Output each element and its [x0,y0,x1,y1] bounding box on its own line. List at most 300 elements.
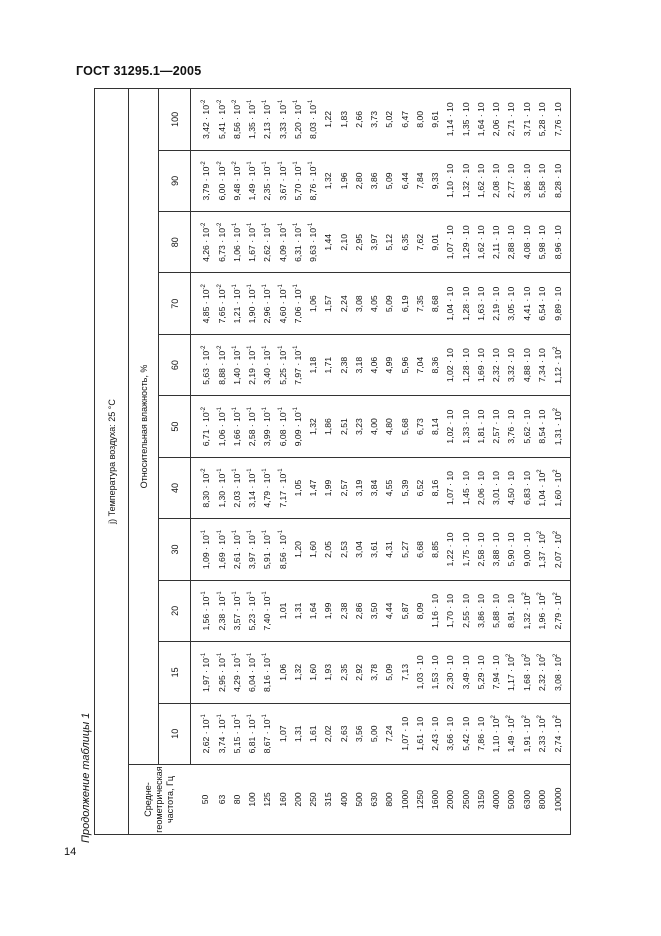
value-mantissa: 7,94 · 10 [491,655,502,690]
value-cell [534,642,549,703]
value-cell [550,703,571,764]
value-exponent: 2 [552,715,559,719]
value-cell [336,580,351,641]
value-mantissa: 1,05 [292,479,303,497]
value-cell [351,334,366,395]
frequency-cell: 10000 [550,765,571,835]
value-cell [489,396,504,457]
value-cell [321,457,336,518]
humidity-header: Относительная влажность, % [129,89,159,765]
value-cell [412,457,427,518]
value-cell [397,89,412,151]
value-mantissa: 3,57 · 10 [231,596,242,631]
value-mantissa: 3,76 · 10 [506,409,517,444]
value-exponent: -1 [231,284,238,290]
value-cell [489,642,504,703]
value-cell [229,212,244,273]
value-cell [534,396,549,457]
value-cell [382,580,397,641]
value-mantissa: 7,34 · 10 [536,348,547,383]
table-row [367,89,382,835]
value-mantissa: 2,95 [353,233,364,251]
value-cell [367,580,382,641]
value-mantissa: 1,70 · 10 [445,593,456,628]
value-mantissa: 8,16 · 10 [262,658,273,692]
value-cell [214,457,229,518]
value-cell [321,89,336,151]
value-cell [245,334,260,395]
value-exponent: -2 [216,222,223,228]
value-cell [443,334,458,395]
value-cell [534,457,549,518]
value-cell [245,519,260,580]
value-mantissa: 1,64 [308,602,319,620]
value-cell [504,212,519,273]
value-cell [306,519,321,580]
value-mantissa: 1,69 · 10 [216,535,227,570]
value-cell [306,642,321,703]
value-cell [382,273,397,334]
value-cell [321,396,336,457]
value-cell [473,519,488,580]
value-cell [443,89,458,151]
value-mantissa: 5,09 [384,295,395,313]
value-cell [534,703,549,764]
value-mantissa: 5,98 · 10 [536,225,547,260]
value-mantissa: 1,06 [277,663,288,681]
value-exponent: 2 [506,653,513,658]
value-cell [351,703,366,764]
value-mantissa: 2,57 [338,479,349,497]
frequency-cell: 5000 [504,765,519,835]
value-mantissa: 2,06 · 10 [475,471,486,505]
value-mantissa: 5,00 [369,725,380,743]
value-cell [275,150,290,211]
value-cell [351,457,366,518]
value-mantissa: 6,68 [414,541,425,558]
value-cell [550,457,571,518]
value-cell [351,89,366,151]
value-mantissa: 1,57 [323,295,334,313]
value-mantissa: 6,35 [399,233,410,251]
table-row [443,89,458,835]
table-row [260,89,275,835]
value-cell [412,212,427,273]
table-caption: Продолжение таблицы 1 [80,712,92,843]
value-exponent: -1 [231,714,238,720]
value-cell [473,212,488,273]
value-exponent: -1 [292,406,299,413]
value-mantissa: 2,06 · 10 [491,102,502,137]
value-mantissa: 7,24 [384,725,395,743]
frequency-cell: 315 [321,765,336,835]
value-mantissa: 8,76 · 10 [308,166,319,201]
value-mantissa: 3,86 · 10 [475,593,486,628]
value-cell [504,89,519,151]
value-exponent: 2 [521,715,528,719]
value-cell [336,89,351,151]
value-cell [290,457,305,518]
value-mantissa: 1,32 [308,418,319,435]
value-mantissa: 4,08 · 10 [521,225,532,260]
value-cell [351,396,366,457]
value-mantissa: 3,50 [369,602,380,620]
value-mantissa: 1,32 [292,663,303,681]
value-exponent: -1 [231,406,238,413]
value-cell [504,396,519,457]
value-exponent: -2 [216,284,223,290]
value-exponent: -1 [200,714,207,720]
value-mantissa: 6,73 · 10 [216,228,227,262]
value-mantissa: 5,88 · 10 [491,593,502,628]
table-row [321,89,336,835]
value-mantissa: 2,92 [353,663,364,681]
value-mantissa: 2,38 · 10 [216,596,227,631]
value-mantissa: 1,17 · 10 [506,657,517,691]
value-mantissa: 3,56 [353,725,364,743]
frequency-cell: 8000 [534,765,549,835]
value-exponent: -1 [292,161,299,167]
frequency-cell: 500 [351,765,366,835]
value-mantissa: 2,95 · 10 [216,658,227,692]
value-cell [443,150,458,211]
value-cell [473,580,488,641]
value-cell [275,334,290,395]
value-cell [443,580,458,641]
value-mantissa: 5,70 · 10 [292,166,303,201]
value-mantissa: 1,44 [323,233,334,251]
value-mantissa: 5,91 · 10 [262,535,273,570]
value-mantissa: 7,40 · 10 [262,596,273,631]
value-mantissa: 3,97 · 10 [247,535,258,570]
value-cell [336,396,351,457]
value-cell [306,334,321,395]
value-mantissa: 2,35 [338,663,349,681]
value-mantissa: 1,60 [308,541,319,558]
value-cell [519,396,534,457]
value-cell [382,89,397,151]
table-row [351,89,366,835]
value-mantissa: 1,07 · 10 [399,716,410,751]
value-mantissa: 8,14 [430,418,441,435]
table-row [245,89,260,835]
value-exponent: 2 [536,469,543,473]
value-mantissa: 3,08 · 10 [552,657,563,691]
value-exponent: -1 [231,591,238,597]
value-mantissa: 1,63 · 10 [475,286,486,321]
value-mantissa: 6,08 · 10 [277,412,288,447]
value-mantissa: 3,05 · 10 [506,286,517,321]
value-mantissa: 1,01 [277,602,288,620]
value-cell [519,150,534,211]
value-cell [504,703,519,764]
value-mantissa: 2,66 [353,110,364,128]
value-mantissa: 8,85 [430,541,441,558]
value-cell [336,457,351,518]
value-cell [290,642,305,703]
humidity-column-header: 80 [159,212,191,273]
value-mantissa: 1,75 · 10 [460,532,471,567]
value-cell [489,334,504,395]
value-mantissa: 8,67 · 10 [262,719,273,754]
value-cell [443,457,458,518]
value-cell [458,212,473,273]
value-cell [428,580,443,641]
value-cell [367,457,382,518]
value-mantissa: 1,56 · 10 [200,596,211,631]
value-cell [489,273,504,334]
value-cell [336,519,351,580]
value-exponent: -1 [247,345,254,351]
value-cell [306,396,321,457]
table-row [275,89,290,835]
value-cell [504,150,519,211]
value-exponent: -1 [292,222,299,228]
value-exponent: 2 [536,653,543,658]
value-cell [214,703,229,764]
value-mantissa: 2,55 · 10 [460,593,471,628]
table-row [489,89,504,835]
value-mantissa: 4,06 [369,356,380,374]
value-mantissa: 2,77 · 10 [506,163,517,198]
value-cell [321,150,336,211]
value-cell [275,273,290,334]
value-exponent: -1 [247,99,254,106]
value-cell [229,334,244,395]
value-mantissa: 2,24 [338,295,349,313]
value-mantissa: 1,49 · 10 [247,166,258,201]
value-mantissa: 7,97 · 10 [292,350,303,385]
value-cell [229,642,244,703]
value-mantissa: 1,10 · 10 [445,163,456,198]
value-mantissa: 3,86 · 10 [521,163,532,198]
value-mantissa: 6,81 · 10 [247,719,258,754]
value-cell [397,519,412,580]
value-mantissa: 3,01 · 10 [491,471,502,505]
value-cell [336,212,351,273]
value-cell [397,703,412,764]
value-exponent: 2 [506,715,513,719]
table-condition: j) Температура воздуха: 25 °С [95,89,129,835]
value-mantissa: 1,28 · 10 [460,348,471,383]
frequency-cell: 2500 [458,765,473,835]
value-mantissa: 1,67 · 10 [247,228,258,262]
value-cell [336,334,351,395]
value-cell [275,457,290,518]
value-mantissa: 9,48 · 10 [231,166,242,201]
value-cell [412,89,427,151]
value-mantissa: 5,90 · 10 [506,532,517,567]
value-mantissa: 3,19 [353,479,364,497]
value-cell [214,580,229,641]
page-number: 14 [64,846,77,858]
value-mantissa: 1,62 · 10 [475,225,486,260]
value-mantissa: 2,80 [353,172,364,190]
value-cell [290,273,305,334]
value-cell [504,273,519,334]
frequency-cell: 200 [290,765,305,835]
value-cell [504,519,519,580]
value-cell [306,89,321,151]
value-cell [397,334,412,395]
table-row [458,89,473,835]
value-mantissa: 1,60 · 10 [552,472,563,507]
value-exponent: -1 [216,529,223,536]
value-exponent: -1 [200,529,207,536]
value-cell [534,519,549,580]
value-cell [428,273,443,334]
value-mantissa: 4,55 [384,479,395,497]
value-cell [229,89,244,151]
humidity-column-header: 20 [159,580,191,641]
value-exponent: -2 [200,161,207,167]
value-mantissa: 4,50 · 10 [506,471,517,505]
value-mantissa: 2,35 · 10 [262,166,273,201]
table-row [412,89,427,835]
value-cell [351,642,366,703]
value-mantissa: 1,49 · 10 [506,718,517,753]
frequency-cell: 6300 [519,765,534,835]
value-cell [397,457,412,518]
value-mantissa: 1,06 · 10 [216,412,227,447]
value-cell [367,396,382,457]
value-cell [519,642,534,703]
value-cell [428,396,443,457]
value-cell [458,334,473,395]
value-cell [382,642,397,703]
value-exponent: -1 [247,161,254,167]
value-exponent: -1 [292,345,299,351]
value-mantissa: 9,00 · 10 [521,532,532,567]
value-mantissa: 3,79 · 10 [200,166,211,201]
value-cell [245,703,260,764]
value-mantissa: 6,31 · 10 [292,228,303,262]
value-mantissa: 9,33 [430,172,441,190]
value-cell [519,89,534,151]
value-exponent: 2 [552,407,559,412]
value-mantissa: 1,31 [292,602,303,620]
value-cell [290,212,305,273]
value-mantissa: 1,71 [323,356,334,374]
value-cell [245,642,260,703]
value-cell [428,642,443,703]
value-mantissa: 2,32 · 10 [536,657,547,691]
value-cell [428,703,443,764]
value-cell [367,519,382,580]
value-mantissa: 2,79 · 10 [552,595,563,630]
value-cell [275,642,290,703]
value-mantissa: 3,73 [369,110,380,128]
value-exponent: -2 [200,284,207,290]
value-mantissa: 1,60 [308,663,319,681]
value-mantissa: 7,17 · 10 [277,473,288,508]
value-cell [245,580,260,641]
value-mantissa: 2,88 · 10 [506,225,517,260]
value-exponent: 2 [552,346,559,350]
value-mantissa: 2,74 · 10 [552,718,563,753]
value-cell [397,273,412,334]
value-mantissa: 3,33 · 10 [277,105,288,139]
value-mantissa: 3,04 [353,541,364,558]
value-mantissa: 5,63 · 10 [200,350,211,385]
value-cell [550,642,571,703]
value-cell [550,519,571,580]
value-cell [245,457,260,518]
value-mantissa: 2,33 · 10 [536,718,547,753]
value-exponent: 2 [521,653,528,658]
value-cell [260,457,275,518]
value-exponent: -2 [200,406,207,413]
value-cell [382,519,397,580]
value-cell [382,334,397,395]
value-cell [443,642,458,703]
value-mantissa: 2,19 · 10 [491,286,502,321]
value-cell [336,703,351,764]
value-mantissa: 5,15 · 10 [231,719,242,754]
value-cell [260,642,275,703]
value-exponent: -1 [216,652,223,659]
value-exponent: -1 [262,284,269,290]
value-cell [489,457,504,518]
value-cell [245,89,260,151]
value-cell [229,580,244,641]
value-mantissa: 1,33 · 10 [460,409,471,444]
value-exponent: -1 [216,468,223,474]
value-mantissa: 1,96 [338,172,349,190]
value-cell [351,519,366,580]
value-cell [191,703,215,764]
value-exponent: -1 [216,406,223,413]
value-cell [504,334,519,395]
humidity-column-header: 100 [159,89,191,151]
value-cell [397,642,412,703]
value-mantissa: 4,29 · 10 [231,658,242,692]
value-exponent: 2 [536,592,543,596]
value-mantissa: 9,61 [430,110,441,128]
value-cell [473,396,488,457]
value-cell [412,396,427,457]
value-mantissa: 1,29 · 10 [460,225,471,260]
value-cell [306,273,321,334]
value-cell [367,273,382,334]
value-cell [489,580,504,641]
value-cell [412,580,427,641]
value-mantissa: 2,07 · 10 [552,534,563,569]
value-mantissa: 2,02 [323,725,334,743]
value-cell [443,703,458,764]
value-mantissa: 1,61 [308,725,319,743]
value-mantissa: 6,83 · 10 [521,471,532,505]
value-cell [504,642,519,703]
value-mantissa: 1,06 [308,295,319,313]
value-cell [443,396,458,457]
value-mantissa: 8,00 [414,110,425,128]
value-cell [473,642,488,703]
value-mantissa: 8,09 [414,602,425,620]
value-cell [260,212,275,273]
value-mantissa: 6,44 [399,172,410,190]
value-mantissa: 4,00 [369,418,380,435]
value-exponent: -1 [216,714,223,720]
value-cell [290,89,305,151]
value-cell [489,703,504,764]
value-mantissa: 2,19 · 10 [247,350,258,385]
value-cell [412,273,427,334]
value-mantissa: 7,62 [414,233,425,251]
value-cell [504,580,519,641]
table-row [504,89,519,835]
value-cell [458,642,473,703]
